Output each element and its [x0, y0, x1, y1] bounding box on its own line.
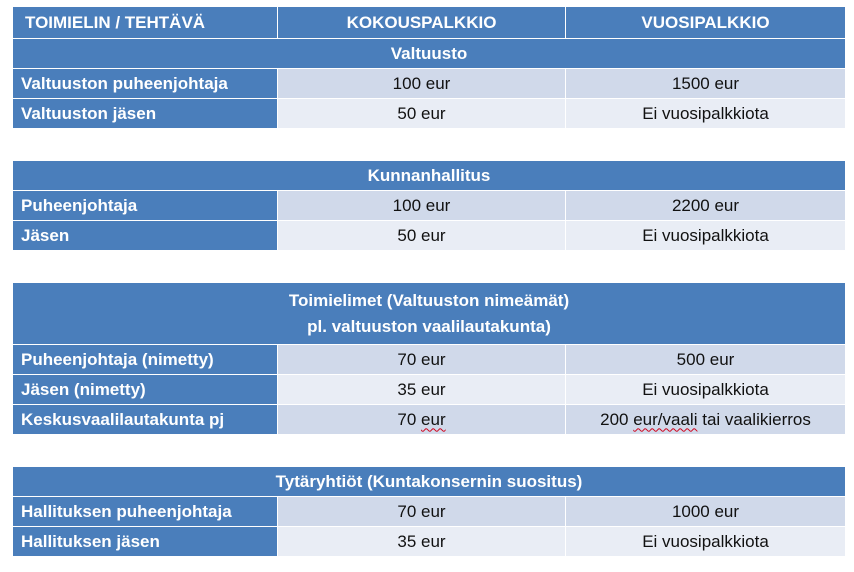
annual-fee-amount: 200	[600, 409, 629, 429]
meeting-fee-cell: 100 eur	[278, 191, 566, 221]
section-subtitle: pl. valtuuston vaalilautakunta)	[307, 316, 551, 336]
fee-table-container	[12, 6, 845, 557]
spacer-row	[13, 129, 846, 161]
meeting-fee-cell: 35 eur	[278, 527, 566, 557]
row-label: Puheenjohtaja	[13, 191, 278, 221]
annual-fee-unit: eur/vaali	[633, 409, 698, 429]
section-title: Kunnanhallitus	[13, 161, 846, 191]
table-row	[13, 497, 846, 527]
section-title: Valtuusto	[13, 39, 846, 69]
annual-fee-cell: 1000 eur	[566, 497, 846, 527]
section-title: Tytäryhtiöt (Kuntakonsernin suositus)	[13, 467, 846, 497]
row-label: Keskusvaalilautakunta pj	[13, 405, 278, 435]
table-header-row	[13, 7, 846, 39]
section-header-tytaryhtiot	[13, 467, 846, 497]
table-row	[13, 345, 846, 375]
section-header-kunnanhallitus	[13, 161, 846, 191]
meeting-fee-unit: eur	[421, 409, 446, 429]
meeting-fee-cell: 70 eur	[278, 345, 566, 375]
section-title: Toimielimet (Valtuuston nimeämät)	[288, 290, 570, 310]
table-row	[13, 221, 846, 251]
meeting-fee-cell: 50 eur	[278, 99, 566, 129]
row-label: Hallituksen puheenjohtaja	[13, 497, 278, 527]
row-label: Jäsen (nimetty)	[13, 375, 278, 405]
annual-fee-cell: Ei vuosipalkkiota	[566, 221, 846, 251]
header-body-task: TOIMIELIN / TEHTÄVÄ	[13, 7, 278, 39]
row-label: Jäsen	[13, 221, 278, 251]
annual-fee-note: tai vaalikierros	[702, 409, 811, 429]
header-annual-fee: VUOSIPALKKIO	[566, 7, 846, 39]
table-row	[13, 69, 846, 99]
table-row	[13, 191, 846, 221]
table-row	[13, 527, 846, 557]
meeting-fee-cell: 70 eur	[278, 497, 566, 527]
annual-fee-cell: 1500 eur	[566, 69, 846, 99]
meeting-fee-cell: 35 eur	[278, 375, 566, 405]
annual-fee-cell: 2200 eur	[566, 191, 846, 221]
table-row	[13, 375, 846, 405]
row-label: Puheenjohtaja (nimetty)	[13, 345, 278, 375]
annual-fee-cell: Ei vuosipalkkiota	[566, 527, 846, 557]
fee-table	[12, 6, 846, 557]
meeting-fee-cell: 50 eur	[278, 221, 566, 251]
table-row	[13, 99, 846, 129]
header-meeting-fee: KOKOUSPALKKIO	[278, 7, 566, 39]
row-label: Valtuuston puheenjohtaja	[13, 69, 278, 99]
spacer-row	[13, 435, 846, 467]
annual-fee-cell: Ei vuosipalkkiota	[566, 99, 846, 129]
meeting-fee-cell: 100 eur	[278, 69, 566, 99]
annual-fee-cell	[566, 405, 846, 435]
row-label: Hallituksen jäsen	[13, 527, 278, 557]
section-header-toimielimet	[13, 283, 846, 345]
annual-fee-cell: Ei vuosipalkkiota	[566, 375, 846, 405]
meeting-fee-amount: 70	[397, 409, 417, 429]
meeting-fee-cell	[278, 405, 566, 435]
spacer-row	[13, 251, 846, 283]
section-title-cell	[13, 283, 846, 345]
annual-fee-cell: 500 eur	[566, 345, 846, 375]
table-row	[13, 405, 846, 435]
row-label: Valtuuston jäsen	[13, 99, 278, 129]
section-header-valtuusto	[13, 39, 846, 69]
